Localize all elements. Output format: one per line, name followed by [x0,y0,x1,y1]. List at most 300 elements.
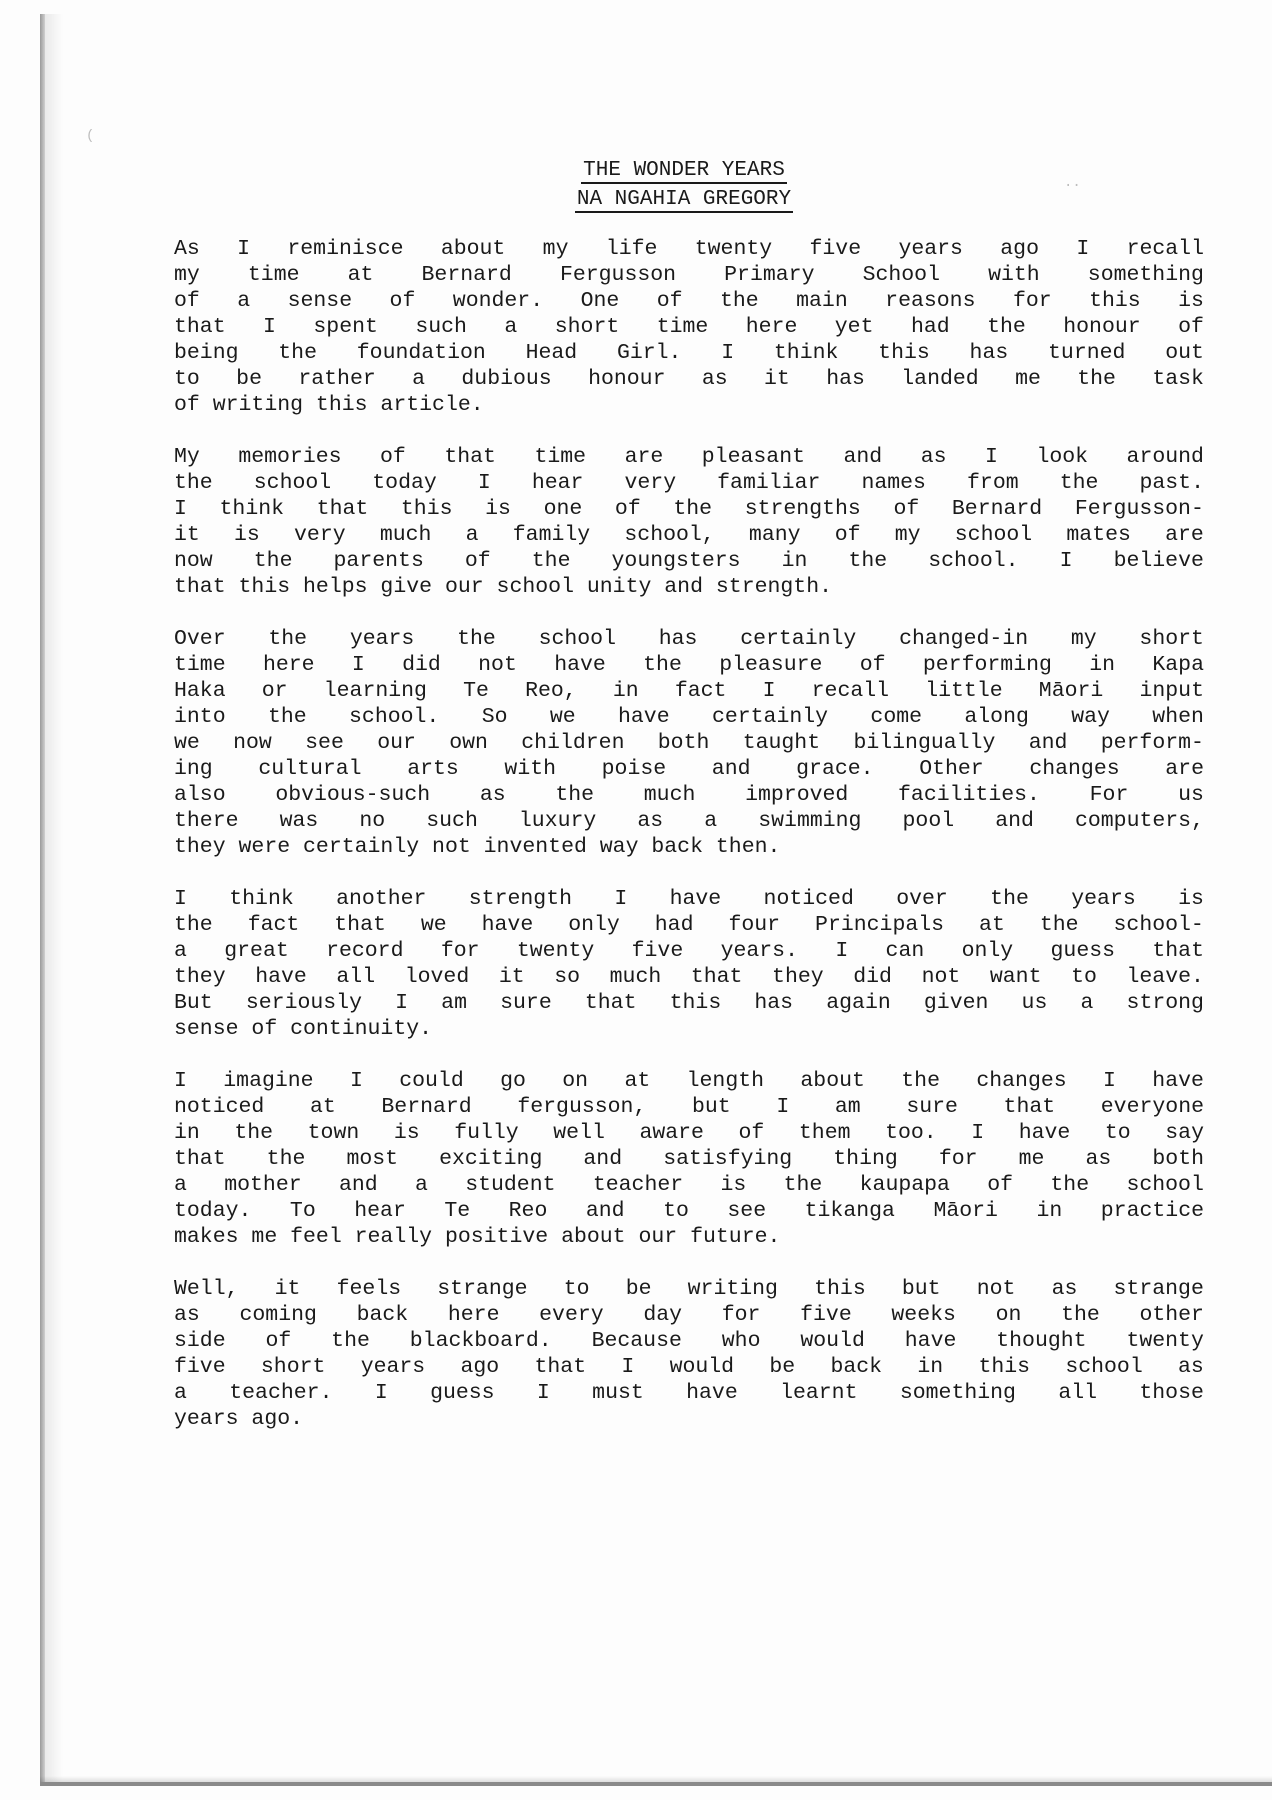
word: me [1018,1147,1045,1171]
text-line [174,444,1204,470]
paragraph-5 [174,1068,1204,1250]
word: to [174,367,200,391]
word: time [656,315,709,339]
word: as [1051,1277,1078,1301]
text-line [174,652,1204,678]
word: at [347,263,374,287]
word: a [414,1173,428,1197]
text-line: years ago. [174,1407,304,1431]
word: be [769,1355,796,1379]
word: tikanga [804,1199,895,1223]
word: I [536,1381,550,1405]
word: strong [1126,991,1204,1015]
word: be [625,1277,652,1301]
word: along [964,705,1029,729]
word: and [995,809,1034,833]
word: in [1089,653,1116,677]
word: foundation [356,341,486,365]
word: but [692,1095,731,1119]
word: thing [833,1147,898,1171]
word: have [255,965,307,989]
word: sense [287,289,353,313]
word: perform- [1100,731,1204,755]
word: very [624,471,677,495]
word: school- [1113,913,1204,937]
word: Haka [174,679,226,703]
word: the [174,471,213,495]
word: reasons [885,289,976,313]
word: names [861,471,926,495]
text-line: they were certainly not invented way back then. [174,835,781,859]
word: arts [407,757,459,781]
word: that [690,965,743,989]
word: years [1071,887,1136,911]
word: am [441,991,467,1015]
word: around [1126,445,1204,469]
word: on [995,1303,1022,1327]
word: years [360,1355,426,1379]
word: school [1065,1355,1143,1379]
text-line: makes me feel really positive about our future. [174,1225,781,1249]
paragraph-1 [174,236,1204,418]
word: improved [745,783,849,807]
word: back [830,1355,883,1379]
word: five [800,1303,852,1327]
word: spent [313,315,378,339]
word: rather [298,367,376,391]
text-line [174,314,1204,340]
text-line [174,1120,1204,1146]
word: from [967,471,1019,495]
word: changes [1029,757,1120,781]
word: the [1077,367,1116,391]
word: a [174,939,187,963]
word: something [899,1381,1016,1405]
word: the [1061,1303,1100,1327]
word: the [643,653,682,677]
text-line [174,496,1204,522]
word: we [420,913,447,937]
word: the [331,1329,370,1353]
word: writing [687,1277,778,1301]
word: life [605,237,658,261]
text-line [174,782,1204,808]
word: Bernard [421,263,512,287]
word: fergusson, [517,1095,647,1119]
word: now [174,549,213,573]
word: changes [976,1069,1067,1093]
word: come [870,705,923,729]
word: years [349,627,415,651]
word: mother [224,1173,302,1197]
word: them [798,1121,851,1145]
word: thought [996,1329,1087,1353]
word: today. [174,1199,252,1223]
word: other [1139,1303,1204,1327]
word: I [985,445,998,469]
word: kaupapa [859,1173,950,1197]
word: of [389,289,416,313]
word: again [826,991,891,1015]
word: Kapa [1152,653,1204,677]
word: am [834,1095,861,1119]
word: that [1152,939,1204,963]
word: of [380,445,406,469]
word: luxury [518,809,597,833]
word: over [896,887,948,911]
word: a [174,1381,187,1405]
word: to [563,1277,590,1301]
word: I [477,471,491,495]
word: but [901,1277,941,1301]
word: I [174,1069,187,1093]
word: But [174,991,213,1015]
word: guess [1050,939,1116,963]
word: go [500,1069,526,1093]
word: and [338,1173,378,1197]
word: sure [906,1095,958,1119]
word: has [754,991,794,1015]
word: in [174,1121,200,1145]
word: and [1028,731,1068,755]
word: have [669,887,722,911]
word: the [987,315,1026,339]
word: to [1104,1121,1131,1145]
word: of [656,289,683,313]
word: our [377,731,416,755]
word: short [554,315,620,339]
word: have [686,1381,738,1405]
word: student [465,1173,556,1197]
word: my [174,263,200,287]
word: that [1003,1095,1056,1119]
word: obvious-such [275,783,431,807]
word: would [669,1355,735,1379]
word: the [267,705,307,729]
word: As [174,237,200,261]
word: cultural [258,757,362,781]
word: turned [1048,341,1126,365]
scan-bottom-edge [40,1782,1272,1786]
word: with [988,263,1040,287]
word: be [236,367,262,391]
word: think [773,341,839,365]
word: for [938,1147,978,1171]
text-line [174,1328,1204,1354]
word: many [748,523,801,547]
word: I [374,1381,388,1405]
article-title: THE WONDER YEARS [583,159,785,182]
word: children [521,731,625,755]
word: in [1036,1199,1063,1223]
word: would [800,1329,865,1353]
word: I [835,939,849,963]
text-line [174,678,1204,704]
word: of [174,289,200,313]
word: that [334,913,386,937]
word: as [920,445,947,469]
word: My [174,445,200,469]
word: something [1087,263,1204,287]
word: had [654,913,694,937]
word: about [800,1069,865,1093]
word: poise [601,757,667,781]
word: it [274,1277,301,1301]
word: side [174,1329,226,1353]
text-line: that this helps give our school unity and strength. [174,575,833,599]
word: the [848,549,888,573]
word: So [481,705,508,729]
word: I [174,887,187,911]
word: as [1178,1355,1204,1379]
word: this [400,497,453,521]
text-line: sense of continuity. [174,1017,433,1041]
word: are [1165,523,1204,547]
word: have [904,1329,957,1353]
word: the [234,1121,274,1145]
word: much [643,783,696,807]
word: of [738,1121,765,1145]
text-line [174,912,1204,938]
paragraph-4 [174,886,1204,1042]
word: Head [525,341,578,365]
scan-left-shadow [45,14,63,1786]
word: very [294,523,346,547]
word: everyone [1100,1095,1204,1119]
word: the [278,341,317,365]
word: dubious [461,367,552,391]
word: is [485,497,511,521]
scan-speck: ·· [1064,178,1081,194]
word: for [1012,289,1052,313]
word: pool [902,809,955,833]
word: task [1152,367,1204,391]
text-line [174,340,1204,366]
word: that [316,497,369,521]
word: that [444,445,496,469]
text-line [174,1172,1204,1198]
word: wonder. [452,289,544,313]
word: the [901,1069,940,1093]
word: that [174,1147,226,1171]
word: in [781,549,808,573]
word: here [745,315,798,339]
word: Te [444,1199,471,1223]
word: I [1059,549,1073,573]
word: own [449,731,488,755]
word: reminisce [287,237,404,261]
text-line [174,1354,1204,1380]
word: is [393,1121,420,1145]
word: a [504,315,518,339]
word: certainly [740,627,857,651]
word: teacher [592,1173,684,1197]
word: Other [919,757,984,781]
word: landed [901,367,979,391]
word: me [1015,367,1041,391]
word: this [878,341,930,365]
word: the [990,887,1029,911]
word: given [923,991,989,1015]
word: school [538,627,616,651]
word: youngsters [611,549,741,573]
word: us [1021,991,1048,1015]
word: the [1039,913,1079,937]
word: and [711,757,751,781]
word: school [253,471,332,495]
word: and [843,445,883,469]
word: that [174,315,226,339]
word: a [412,367,426,391]
word: performing [922,653,1052,677]
word: taught [742,731,821,755]
word: say [1165,1121,1204,1145]
word: can [885,939,925,963]
text-line [174,964,1204,990]
word: input [1139,679,1204,703]
word: Reo [508,1199,548,1223]
word: little [925,679,1003,703]
word: out [1165,341,1204,365]
text-line [174,704,1204,730]
word: is [1178,887,1204,911]
word: time [247,263,300,287]
word: had [910,315,950,339]
word: only [568,913,620,937]
word: seriously [245,991,362,1015]
word: that [534,1355,587,1379]
word: all [1058,1381,1098,1405]
word: such [426,809,478,833]
word: familiar [717,471,821,495]
word: ing [174,757,213,781]
word: school. [928,549,1019,573]
word: school [1126,1173,1204,1197]
word: School [862,263,940,287]
word: of [987,1173,1014,1197]
article-body [174,236,1204,1458]
word: weeks [891,1303,956,1327]
word: have [1018,1121,1071,1145]
word: for [721,1303,761,1327]
word: as [1085,1147,1112,1171]
word: have [618,705,670,729]
word: I [614,887,628,911]
word: no [359,809,386,833]
word: that [584,991,637,1015]
word: believe [1113,549,1204,573]
word: imagine [223,1069,314,1093]
text-line [174,366,1204,392]
word: see [727,1199,767,1223]
word: a [1080,991,1094,1015]
word: honour [588,367,666,391]
article-header [0,158,1272,216]
word: I [971,1121,985,1145]
text-line [174,1146,1204,1172]
word: this [978,1355,1031,1379]
word: I [1103,1069,1116,1093]
word: think [229,887,294,911]
word: noticed [763,887,854,911]
word: today [372,471,437,495]
word: strength [468,887,572,911]
word: now [233,731,272,755]
word: practice [1100,1199,1204,1223]
word: those [1139,1381,1204,1405]
word: Over [174,627,226,651]
word: being [174,341,239,365]
word: was [279,809,319,833]
text-line [174,886,1204,912]
word: a [465,523,479,547]
word: it [764,367,790,391]
word: has [969,341,1009,365]
word: as [479,783,506,807]
word: the [531,549,571,573]
word: in [612,679,639,703]
word: one [543,497,583,521]
word: parents [333,549,424,573]
word: to [1071,965,1097,989]
word: all [336,965,376,989]
word: length [686,1069,765,1093]
word: memories [238,445,342,469]
word: the [719,289,759,313]
word: we [549,705,576,729]
word: noticed [174,1095,265,1119]
word: they [174,965,226,989]
word: I [776,1095,790,1119]
word: here [447,1303,500,1327]
word: as [174,1303,200,1327]
paragraph-6 [174,1276,1204,1432]
text-line [174,730,1204,756]
word: the [174,913,213,937]
word: I [237,237,251,261]
word: and [583,1147,623,1171]
word: the [555,783,595,807]
word: recall [811,679,890,703]
word: fact [247,913,300,937]
word: great [224,939,289,963]
word: Te [463,679,489,703]
word: have [1152,1069,1204,1093]
word: Principals [815,913,945,937]
word: short [260,1355,326,1379]
word: such [415,315,467,339]
word: Bernard [951,497,1043,521]
word: blackboard. [409,1329,552,1353]
word: twenty [694,237,773,261]
word: four [728,913,781,937]
word: school, [624,523,715,547]
word: at [624,1069,651,1093]
text-line [174,1276,1204,1302]
word: time [174,653,226,677]
word: bilingually [853,731,996,755]
word: are [624,445,664,469]
word: the [268,627,308,651]
word: are [1165,757,1204,781]
word: mates [1066,523,1131,547]
word: the [253,549,293,573]
word: I [621,1355,635,1379]
word: not [478,653,517,677]
word: pleasure [719,653,823,677]
word: into [174,705,226,729]
word: Fergusson [559,263,677,287]
